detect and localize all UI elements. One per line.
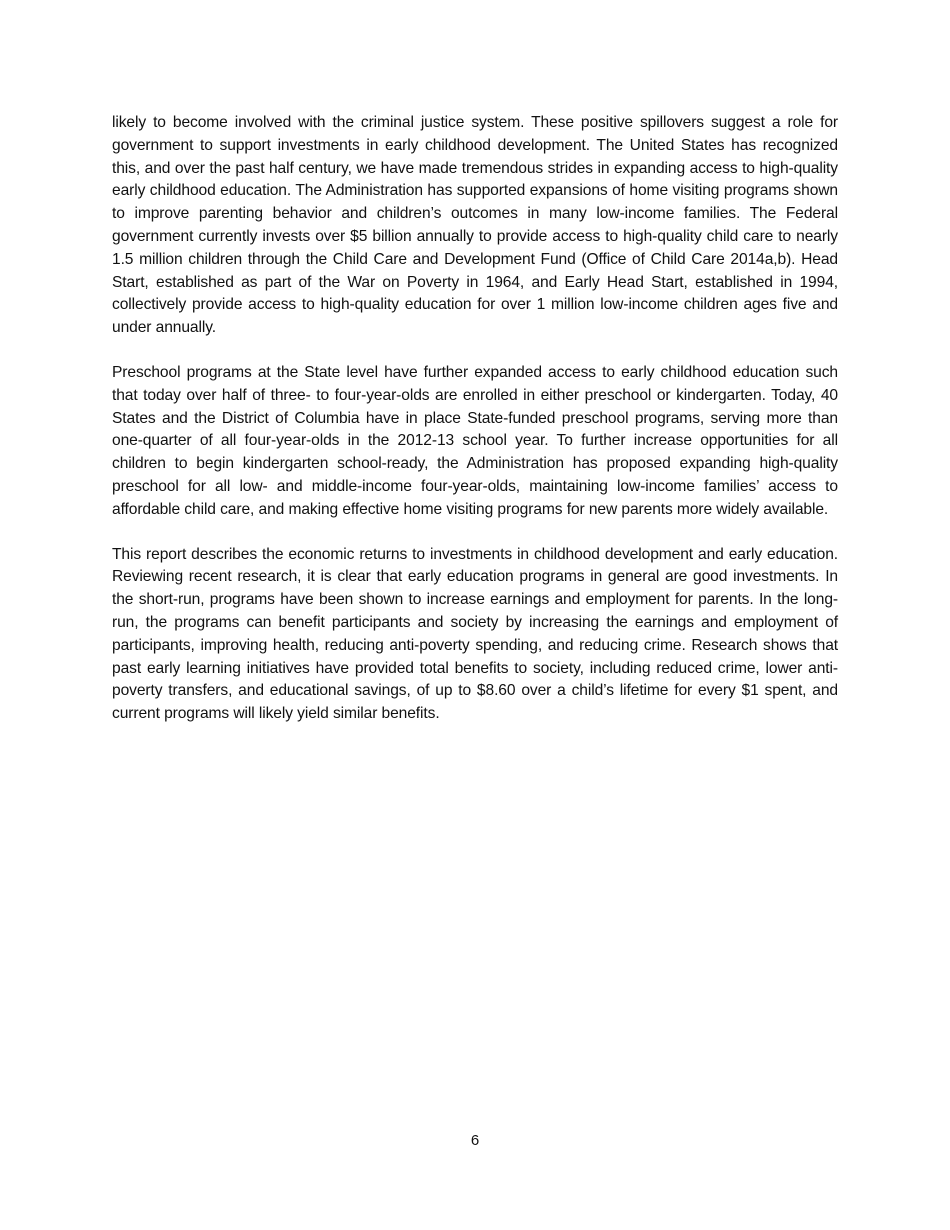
paragraph-2: Preschool programs at the State level have further expanded access to early childhood education such that today over half of three- to four-year-olds are enrolled in either preschool or kindergarten. Today, 40 States and the District of Columbia have in place State-funded preschool programs, serving more than one-quarter of all four-year-olds in the 2012-13 school year. To further increase opportunities for all children to begin kindergarten school-ready, the Administration has proposed expanding high-quality preschool for all low- and middle-income four-year-olds, maintaining low-income families’ access to affordable child care, and making effective home visiting programs for new parents more widely available. xyxy=(112,363,838,518)
paragraph-1: likely to become involved with the criminal justice system. These positive spillovers suggest a role for government to support investments in early childhood development. The United States has recognized this, and over the past half century, we have made tremendous strides in expanding access to high-quality early childhood education. The Administration has supported expansions of home visiting programs shown to improve parenting behavior and children’s outcomes in many low-income families. The Federal government currently invests over $5 billion annually to provide access to high-quality child care to nearly 1.5 million children through the Child Care and Development Fund (Office of Child Care 2014a,b). Head Start, established as part of the War on Poverty in 1964, and Early Head Start, established in 1994, collectively provide access to high-quality education for over 1 million low-income children ages five and under annually. xyxy=(112,114,838,337)
page-number: 6 xyxy=(470,1132,480,1149)
paragraph-3: This report describes the economic returns to investments in childhood development and early education. Reviewing recent research, it is clear that early education programs in general are good investments. In the short-run, programs have been shown to increase earnings and employment for parents. In the long-run, the programs can benefit participants and society by increasing the earnings and employment of participants, improving health, reducing anti-poverty spending, and reducing crime. Research shows that past early learning initiatives have provided total benefits to society, including reduced crime, lower anti-poverty transfers, and educational savings, of up to $8.60 over a child’s lifetime for every $1 spent, and current programs will likely yield similar benefits. xyxy=(112,545,838,723)
body-text xyxy=(112,112,838,748)
